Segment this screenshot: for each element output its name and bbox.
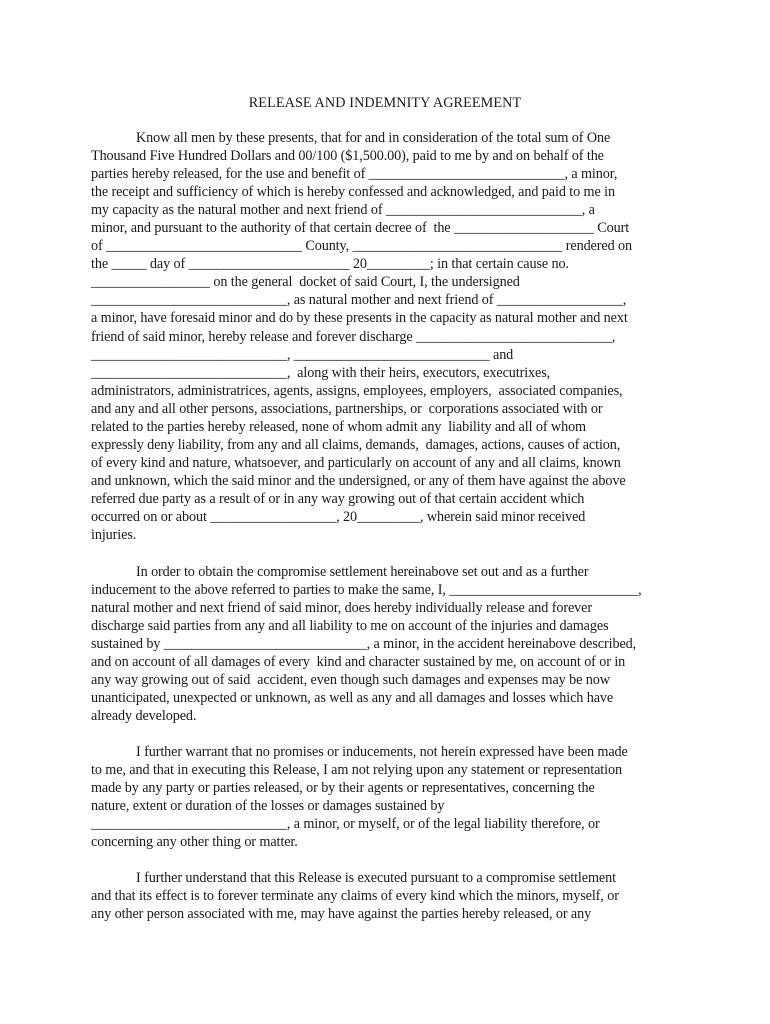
paragraph-line: referred due party as a result of or in any way growing out of that certain accident which — [91, 490, 585, 507]
paragraph-line: injuries. — [91, 527, 137, 544]
paragraph-line: I further understand that this Release is executed pursuant to a compromise settlement — [136, 870, 616, 886]
paragraph-line: administrators, administratrices, agents, assigns, employees, employers, associated companies, — [91, 382, 623, 399]
paragraph-line: any way growing out of said accident, even though such damages and expenses may be now — [91, 672, 610, 689]
paragraph-line: related to the parties hereby released, none of whom admit any liability and all of whom — [91, 418, 586, 435]
paragraph-line: inducement to the above referred to parties to make the same, I, ___________________________, — [91, 582, 642, 599]
paragraph-line: ____________________________, ____________________________ and — [91, 346, 514, 363]
paragraph-line: my capacity as the natural mother and next friend of ____________________________, a — [91, 202, 595, 219]
paragraph-line: concerning any other thing or matter. — [91, 834, 298, 851]
paragraph-line: of every kind and nature, whatsoever, and particularly on account of any and all claims, known — [91, 454, 621, 471]
paragraph-line: friend of said minor, hereby release and forever discharge ____________________________, — [91, 328, 616, 345]
document-title: RELEASE AND INDEMNITY AGREEMENT — [248, 95, 522, 111]
paragraph-line: unanticipated, unexpected or unknown, as well as any and all damages and losses which have — [91, 690, 614, 707]
paragraph-line: any other person associated with me, may have against the parties hereby released, or any — [91, 906, 592, 923]
paragraph-line: Thousand Five Hundred Dollars and 00/100 ($1,500.00), paid to me by and on behalf of the — [91, 148, 604, 165]
paragraph-line: ____________________________, along with their heirs, executors, executrixes, — [91, 364, 551, 381]
paragraph-line: expressly deny liability, from any and all claims, demands, damages, actions, causes of action, — [91, 436, 621, 453]
paragraph-line: natural mother and next friend of said minor, does hereby individually release and forever — [91, 600, 593, 617]
paragraph-line: and any and all other persons, associations, partnerships, or corporations associated with or — [91, 400, 603, 417]
paragraph-line: and on account of all damages of every kind and character sustained by me, on account of or in — [91, 654, 626, 671]
paragraph-line: parties hereby released, for the use and benefit of ____________________________, a minor, — [91, 166, 618, 183]
paragraph-line: the receipt and sufficiency of which is hereby confessed and acknowledged, and paid to me in — [91, 184, 615, 201]
paragraph-line: of ____________________________ County, ______________________________ rendered on — [91, 238, 633, 255]
paragraph-line: and that its effect is to forever terminate any claims of every kind which the minors, myself, or — [91, 888, 619, 905]
paragraph-line: already developed. — [91, 708, 197, 725]
paragraph-line: occurred on or about __________________, 20_________, wherein said minor received — [91, 508, 586, 525]
paragraph-line: ____________________________, as natural mother and next friend of __________________, — [91, 292, 627, 309]
paragraph-line: made by any party or parties released, or by their agents or representatives, concerning the — [91, 780, 595, 797]
paragraph-consideration — [91, 129, 691, 544]
paragraph-line: Know all men by these presents, that for and in consideration of the total sum of One — [136, 130, 611, 146]
paragraph-line: the _____ day of _______________________ 20_________; in that certain cause no. — [91, 256, 569, 273]
paragraph-understanding — [91, 869, 691, 923]
paragraph-line: a minor, have foresaid minor and do by these presents in the capacity as natural mother and next — [91, 310, 628, 327]
paragraph-settlement — [91, 563, 691, 725]
paragraph-line: discharge said parties from any and all liability to me on account of the injuries and damages — [91, 618, 609, 635]
paragraph-line: sustained by _____________________________, a minor, in the accident hereinabove described, — [91, 636, 637, 653]
paragraph-line: and unknown, which the said minor and the undersigned, or any of them have against the above — [91, 472, 626, 489]
paragraph-line: In order to obtain the compromise settlement hereinabove set out and as a further — [136, 564, 589, 580]
paragraph-warranty — [91, 743, 691, 851]
paragraph-line: ____________________________, a minor, or myself, or of the legal liability therefore, or — [91, 816, 600, 833]
paragraph-line: _________________ on the general docket of said Court, I, the undersigned — [91, 274, 520, 291]
paragraph-line: I further warrant that no promises or inducements, not herein expressed have been made — [136, 744, 628, 760]
paragraph-line: minor, and pursuant to the authority of that certain decree of the ____________________ Court — [91, 220, 630, 237]
paragraph-line: nature, extent or duration of the losses or damages sustained by — [91, 798, 445, 815]
paragraph-line: to me, and that in executing this Release, I am not relying upon any statement or representation — [91, 762, 622, 779]
